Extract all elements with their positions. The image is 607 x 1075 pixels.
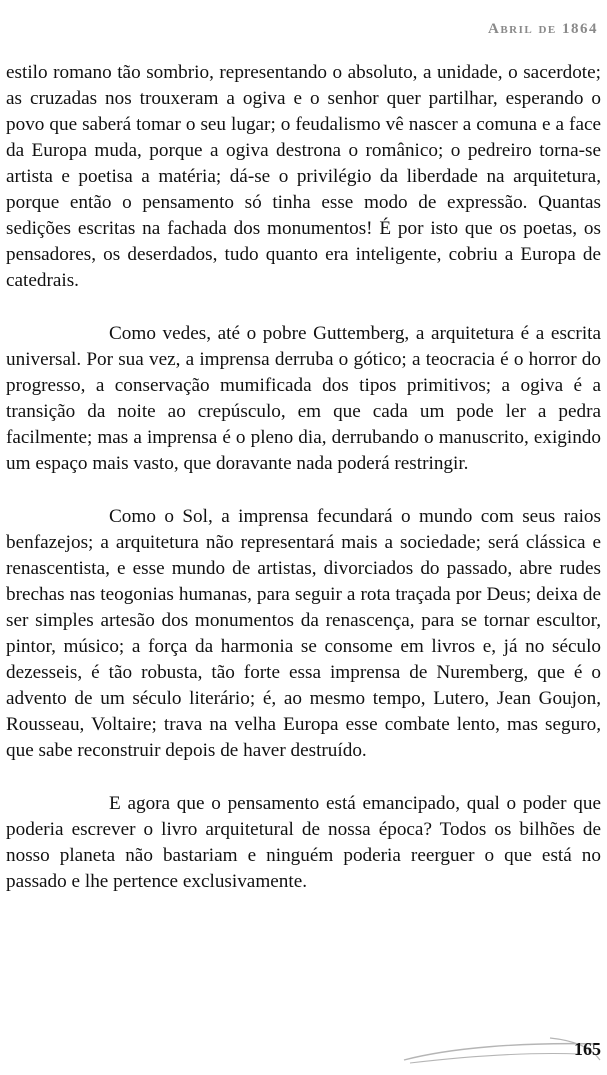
running-header: Abril de 1864: [487, 21, 598, 37]
paragraph-4: E agora que o pensamento está emancipado, qual o poder que poderia escrever o livro arquitetural de nossa época? Todos os bilhões de nosso planeta não bastariam e ninguém poderia reerguer o que está no passado e lhe pertence exclusivamente.: [6, 793, 601, 892]
paragraph-1: estilo romano tão sombrio, representando o absoluto, a unidade, o sacerdote; as cruzadas nos trouxeram a ogiva e o senhor quer partilhar, esperando o povo que saberá tomar o seu lugar; o feudalismo vê nascer a comuna e a face da Europa muda, porque a ogiva destrona o românico; o pedreiro torna-se artista e poetisa a matéria; dá-se o privilégio da liberdade na arquitetura, porque então o pensamento só tinha esse modo de expressão. Quantas sedições escritas na fachada dos monumentos! É por isto que os poetas, os pensadores, os deserdados, tudo quanto era inteligente, cobriu a Europa de catedrais.: [6, 62, 601, 291]
page-footer: [0, 1030, 607, 1075]
paragraph-2: Como vedes, até o pobre Guttemberg, a arquitetura é a escrita universal. Por sua vez, a imprensa derruba o gótico; a teocracia é o horror do progresso, a conservação mumificada dos tipos primitivos; a ogiva é a transição da noite ao crepúsculo, em que cada um pode ler a pedra facilmente; mas a imprensa é o pleno dia, derrubando o manuscrito, exigindo um espaço mais vasto, que doravante nada poderá restringir.: [6, 323, 601, 474]
page-body-text: [6, 60, 601, 922]
page-number: 165: [574, 1039, 601, 1059]
paragraph-3: Como o Sol, a imprensa fecundará o mundo com seus raios benfazejos; a arquitetura não representará mais a sociedade; será clássica e renascentista, e esse mundo de artistas, divorciados do passado, abre rudes brechas nas teogonias humanas, para seguir a rota traçada por Deus; deixa de ser simples artesão dos monumentos da renascença, para se tornar escultor, pintor, músico; a força da harmonia se consome em livros e, já no século dezesseis, é tão robusta, tão forte essa imprensa de Nuremberg, que é o advento de um século literário; é, ao mesmo tempo, Lutero, Jean Goujon, Rousseau, Voltaire; trava na velha Europa esse combate lento, mas seguro, que sabe reconstruir depois de haver destruído.: [6, 506, 601, 761]
